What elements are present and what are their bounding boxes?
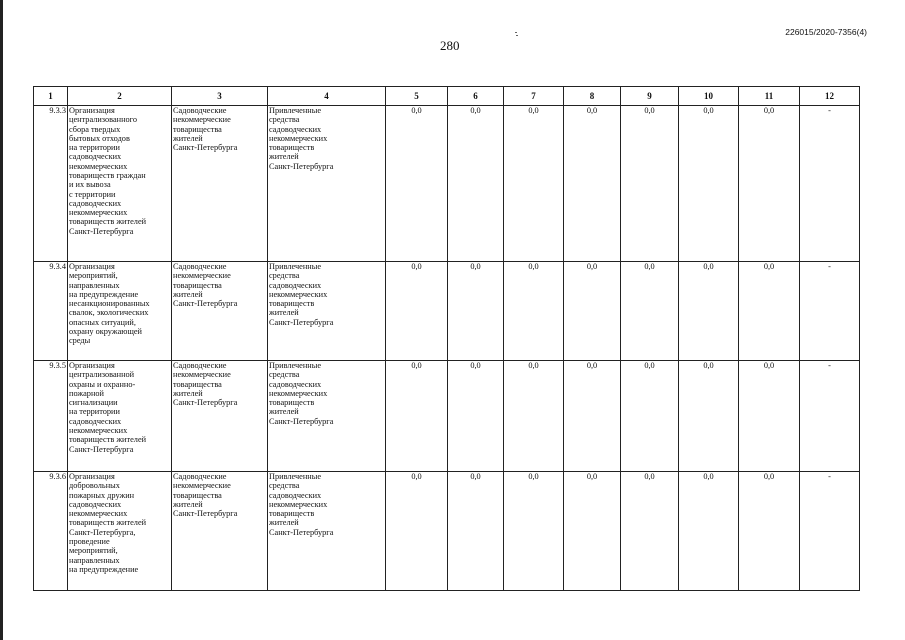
column-header: 11 xyxy=(739,87,800,106)
value-cell: 0,0 xyxy=(504,106,564,262)
value-cell: 0,0 xyxy=(386,106,448,262)
value-cell: 0,0 xyxy=(564,262,621,361)
value-cell: 0,0 xyxy=(739,106,800,262)
column-header: 9 xyxy=(621,87,679,106)
funding-source-text: Привлеченные средства садоводческих некоммерческих товариществ жителей Санкт-Петербурга xyxy=(269,106,334,171)
value-cell: 0,0 xyxy=(448,262,504,361)
note-cell: - xyxy=(800,361,860,472)
funding-source-text: Привлеченные средства садоводческих некоммерческих товариществ жителей Санкт-Петербурга xyxy=(269,262,334,327)
executor-text: Садоводческие некоммерческие товарищества жителей Санкт-Петербурга xyxy=(173,472,238,519)
executor-text: Садоводческие некоммерческие товарищества жителей Санкт-Петербурга xyxy=(173,106,238,153)
document-id: 226015/2020-7356(4) xyxy=(785,27,867,37)
column-header: 12 xyxy=(800,87,860,106)
measure-name-text: Организация централизованного сбора твердых бытовых отходов на территории садоводческих некоммерческих товариществ граждан и их вывоза с территории садоводческих некоммерческих товариществ жителей Санкт-Петербурга xyxy=(69,106,147,236)
column-header: 1 xyxy=(34,87,68,106)
value-cell: 0,0 xyxy=(386,361,448,472)
note-cell: - xyxy=(800,262,860,361)
measure-name xyxy=(68,472,172,591)
value-cell: 0,0 xyxy=(504,361,564,472)
column-header: 2 xyxy=(68,87,172,106)
table-row xyxy=(34,262,860,361)
program-table xyxy=(33,86,860,591)
note-cell: - xyxy=(800,106,860,262)
measure-name-text: Организация добровольных пожарных дружин садоводческих некоммерческих товариществ жителей Санкт-Петербурга, проведение мероприятий, направленных на предупреждение xyxy=(69,472,147,574)
executor xyxy=(172,472,268,591)
value-cell: 0,0 xyxy=(386,262,448,361)
funding-source xyxy=(268,262,386,361)
value-cell: 0,0 xyxy=(739,472,800,591)
value-cell: 0,0 xyxy=(679,262,739,361)
column-header: 5 xyxy=(386,87,448,106)
funding-source xyxy=(268,106,386,262)
measure-name xyxy=(68,361,172,472)
value-cell: 0,0 xyxy=(679,472,739,591)
row-number: 9.3.4 xyxy=(34,262,68,361)
funding-source xyxy=(268,361,386,472)
value-cell: 0,0 xyxy=(621,262,679,361)
value-cell: 0,0 xyxy=(564,106,621,262)
value-cell: 0,0 xyxy=(564,472,621,591)
page-number: 280 xyxy=(440,38,460,53)
value-cell: 0,0 xyxy=(739,262,800,361)
executor-text: Садоводческие некоммерческие товарищества жителей Санкт-Петербурга xyxy=(173,262,238,309)
funding-source xyxy=(268,472,386,591)
note-cell: - xyxy=(800,472,860,591)
measure-name-text: Организация централизованной охраны и охранно- пожарной сигнализации на территории садоводческих некоммерческих товариществ жителей Санкт-Петербурга xyxy=(69,361,147,454)
row-number: 9.3.5 xyxy=(34,361,68,472)
table-row xyxy=(34,361,860,472)
value-cell: 0,0 xyxy=(448,472,504,591)
executor xyxy=(172,361,268,472)
funding-source-text: Привлеченные средства садоводческих некоммерческих товариществ жителей Санкт-Петербурга xyxy=(269,472,334,537)
header-row xyxy=(34,87,860,106)
row-number: 9.3.3 xyxy=(34,106,68,262)
value-cell: 0,0 xyxy=(621,106,679,262)
measure-name-text: Организация мероприятий, направленных на предупреждение несанкционированных свалок, экологических опасных ситуаций, охрану окружающей среды xyxy=(69,262,150,346)
column-header: 8 xyxy=(564,87,621,106)
value-cell: 0,0 xyxy=(504,472,564,591)
value-cell: 0,0 xyxy=(621,472,679,591)
column-header: 10 xyxy=(679,87,739,106)
value-cell: 0,0 xyxy=(564,361,621,472)
funding-source-text: Привлеченные средства садоводческих некоммерческих товариществ жителей Санкт-Петербурга xyxy=(269,361,334,426)
measure-name xyxy=(68,262,172,361)
executor-text: Садоводческие некоммерческие товарищества жителей Санкт-Петербурга xyxy=(173,361,238,408)
scan-speck xyxy=(515,32,517,33)
value-cell: 0,0 xyxy=(679,106,739,262)
measure-name xyxy=(68,106,172,262)
executor xyxy=(172,106,268,262)
executor xyxy=(172,262,268,361)
column-header: 7 xyxy=(504,87,564,106)
table-row xyxy=(34,472,860,591)
column-header: 4 xyxy=(268,87,386,106)
table-row xyxy=(34,106,860,262)
value-cell: 0,0 xyxy=(739,361,800,472)
value-cell: 0,0 xyxy=(679,361,739,472)
column-header: 3 xyxy=(172,87,268,106)
value-cell: 0,0 xyxy=(448,106,504,262)
value-cell: 0,0 xyxy=(448,361,504,472)
value-cell: 0,0 xyxy=(504,262,564,361)
column-header: 6 xyxy=(448,87,504,106)
value-cell: 0,0 xyxy=(386,472,448,591)
scan-speck xyxy=(516,35,518,36)
row-number: 9.3.6 xyxy=(34,472,68,591)
scan-left-edge xyxy=(0,0,3,640)
value-cell: 0,0 xyxy=(621,361,679,472)
